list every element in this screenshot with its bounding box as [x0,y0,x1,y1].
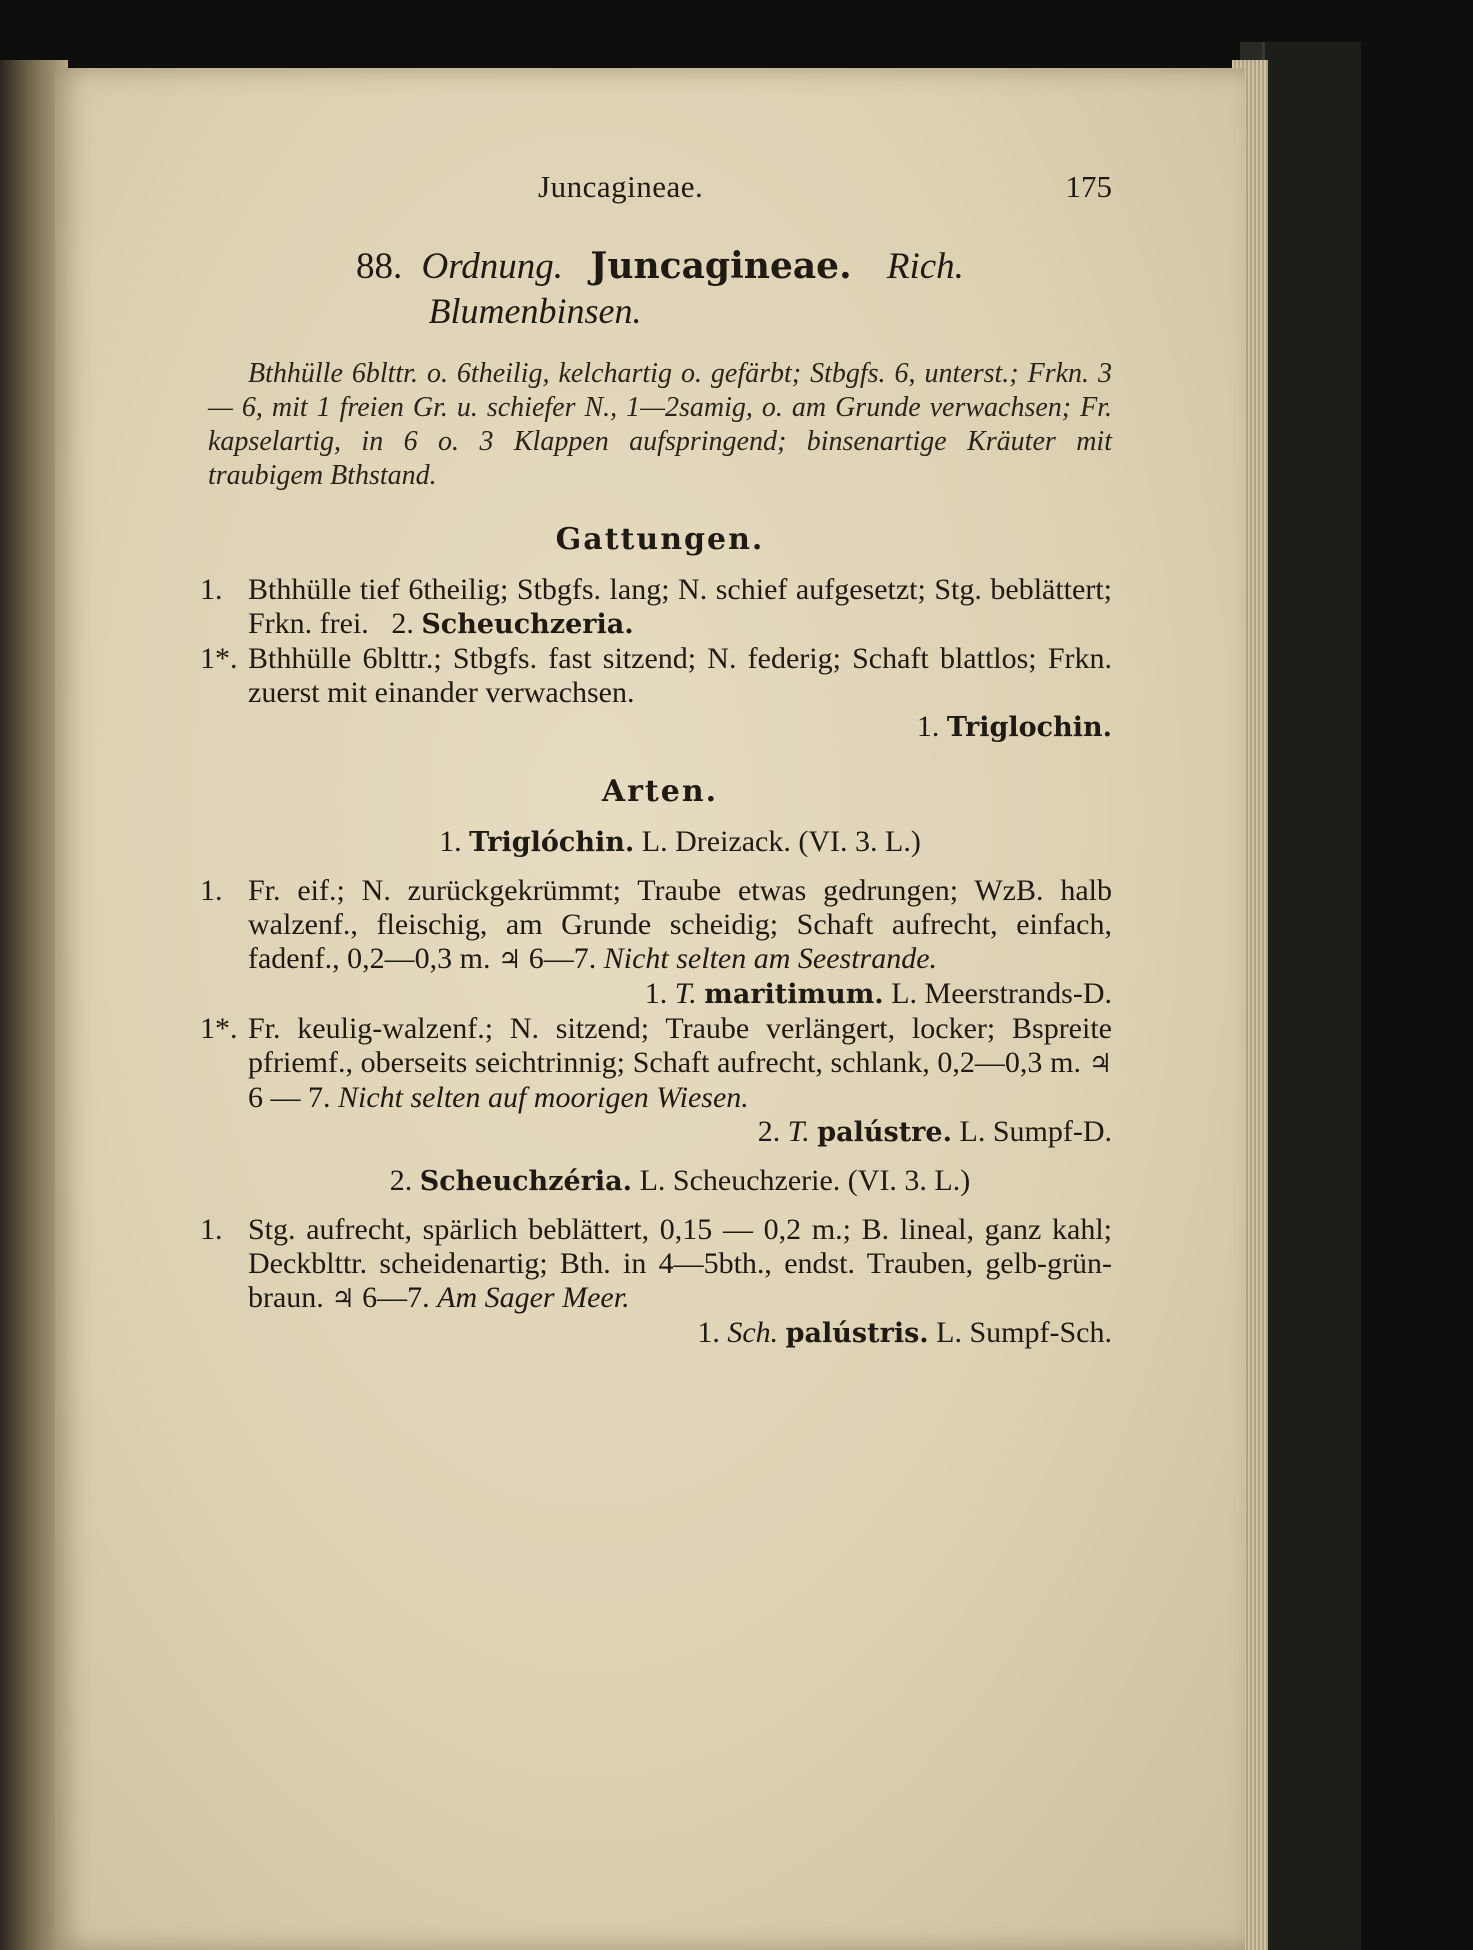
genus-details: L. Dreizack. (VI. 3. L.) [641,825,921,858]
species-common-name: L. Sumpf-D. [959,1115,1112,1148]
key-result-number: 1. [916,710,940,743]
key-text: Bthhülle tief 6theilig; Stbgfs. lang; N. schief aufgesetzt; Stg. beblättert; Frkn. frei. [248,573,1112,640]
habitat: Am Sager Meer. [437,1281,630,1314]
page-text [200,169,1112,1351]
habitat: Nicht selten am Seestrande. [603,942,938,975]
book-cover [1262,42,1361,1950]
page-number: 175 [1065,169,1112,204]
species-epithet: palústre. [817,1117,952,1148]
key-result-genus: Scheuchzeria. [421,609,634,640]
species-common-name: L. Sumpf-Sch. [936,1316,1112,1349]
genus-details: L. Scheuchzerie. (VI. 3. L.) [639,1164,971,1197]
genus-heading-triglochin [248,825,1112,860]
genus-number: 2. [389,1164,413,1197]
key-label: 1. [200,874,223,907]
common-name: Blumenbinsen. [428,291,642,331]
genus-number: 1. [439,825,462,858]
genus-abbr: T. [674,977,697,1010]
key-label: 1. [200,1213,223,1246]
species-key-entry [200,1213,1112,1316]
perennial-symbol: ♃ [331,1284,355,1313]
genera-key-entry [200,573,1112,642]
key-text: Fr. keulig-walzenf.; N. sitzend; Traube verlängert, locker; Bspreite pfriemf., oberseits seichtrinnig; Schaft aufrecht, schlank, 0,2—0,3 m. [248,1012,1112,1079]
family-name: Juncagineae. [590,245,852,287]
family-description: Bthhülle 6blttr. o. 6theilig, kelchartig o. gefärbt; Stbgfs. 6, unterst.; Frkn. 3 — 6, mit 1 freien Gr. u. schiefer N., 1—2samig, o. am Grunde verwachsen; Fr. kapselartig, in 6 o. 3 Klappen aufspringend; binsenartige Kräuter mit traubigem Bthstand. [208,358,1112,491]
key-label: 1. [200,573,223,606]
species-number: 2. [757,1115,781,1148]
species-key-entry [200,1012,1112,1115]
genus-name: Triglóchin. [469,827,635,858]
species-heading: Arten. [601,774,719,809]
perennial-symbol: ♃ [1088,1049,1112,1078]
flowering-months: 6—7. [362,1281,430,1314]
flowering-months: 6—7. [528,942,597,975]
genus-heading-scheuchzeria [248,1164,1112,1199]
genus-name: Scheuchzéria. [419,1166,633,1197]
genus-abbr: T. [787,1115,810,1148]
genera-heading: Gattungen. [555,522,765,557]
flowering-months: 6 — 7. [248,1081,331,1114]
key-result [208,710,1112,745]
key-text: Bthhülle 6blttr.; Stbgfs. fast sitzend; N. federig; Schaft blattlos; Frkn. zuerst mit einander verwachsen. [248,642,1112,709]
family-author: Rich. [886,246,964,287]
species-number: 1. [697,1316,720,1349]
order-number: 88. [356,246,403,287]
key-label: 1*. [200,642,238,675]
order-title [208,246,1112,287]
species-epithet: maritimum. [704,979,884,1010]
key-text: Stg. aufrecht, spärlich beblättert, 0,15 — 0,2 m.; B. lineal, ganz kahl; Deckblttr. scheidenartig; Bth. in 4—5bth., endst. Trauben, gelb-grün-braun. [248,1213,1112,1314]
species-result [208,977,1112,1012]
key-result-number: 2. [391,607,414,640]
species-result [208,1115,1112,1150]
key-result-genus: Triglochin. [946,712,1112,743]
order-label: Ordnung. [421,246,564,287]
perennial-symbol: ♃ [497,945,522,974]
species-key-entry [200,874,1112,977]
running-header [208,170,1112,210]
habitat: Nicht selten auf moorigen Wiesen. [338,1081,749,1114]
species-epithet: palústris. [785,1318,929,1349]
key-text: Fr. eif.; N. zurückgekrümmt; Traube etwas gedrungen; WzB. halb walzenf., fleischig, am Grunde scheidig; Schaft aufrecht, einfach, fadenf., 0,2—0,3 m. [248,874,1112,975]
genera-key-entry [200,642,1112,710]
species-result [208,1316,1112,1351]
species-common-name: L. Meerstrands-D. [891,977,1112,1010]
running-title: Juncagineae. [538,169,704,204]
key-label: 1*. [200,1012,238,1045]
species-number: 1. [644,977,668,1010]
genus-abbr: Sch. [727,1316,779,1349]
